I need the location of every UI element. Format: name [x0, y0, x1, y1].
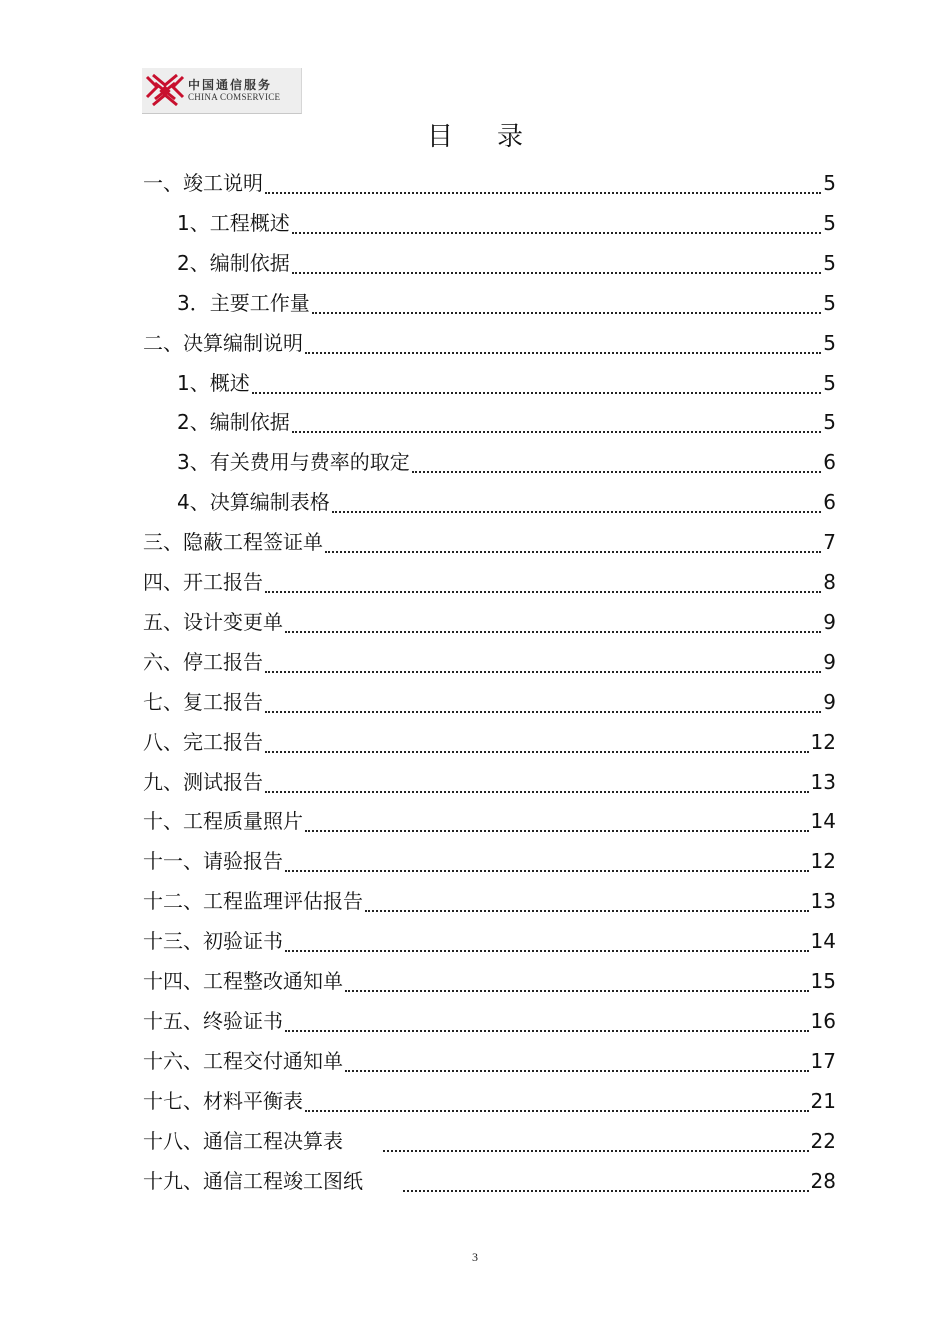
toc-entry-label: 1、工程概述	[177, 211, 290, 235]
toc-dot-leader	[365, 909, 809, 912]
toc-entry[interactable]	[143, 687, 836, 717]
toc-entry[interactable]	[177, 208, 836, 238]
toc-dot-leader	[292, 430, 822, 433]
toc-entry-page: 15	[810, 969, 836, 993]
toc-entry-page: 9	[823, 650, 836, 674]
toc-entry-page: 14	[810, 809, 836, 833]
toc-dot-leader	[292, 231, 822, 234]
toc-entry-label: 一、竣工说明	[143, 171, 263, 195]
toc-entry-label: 十三、初验证书	[143, 929, 283, 953]
toc-entry-label: 十九、通信工程竣工图纸	[143, 1169, 363, 1193]
toc-entry-page: 12	[810, 849, 836, 873]
title-char-1: 目	[426, 122, 453, 152]
toc-entry-page: 5	[823, 331, 836, 355]
toc-dot-leader	[332, 510, 822, 513]
toc-entry[interactable]	[143, 1166, 836, 1196]
toc-entry-label: 十七、材料平衡表	[143, 1089, 303, 1113]
toc-entry[interactable]	[177, 487, 836, 517]
toc-entry-label: 五、设计变更单	[143, 610, 283, 634]
toc-dot-leader	[305, 1109, 809, 1112]
toc-entry-label: 十一、请验报告	[143, 849, 283, 873]
title-char-2: 录	[497, 122, 524, 152]
toc-entry[interactable]	[143, 966, 836, 996]
toc-entry-label: 十二、工程监理评估报告	[143, 889, 363, 913]
toc-entry-page: 12	[810, 730, 836, 754]
toc-entry-page: 9	[823, 690, 836, 714]
toc-entry-label: 三、隐蔽工程签证单	[143, 530, 323, 554]
toc-entry[interactable]	[143, 1006, 836, 1036]
toc-dot-leader	[305, 351, 821, 354]
toc-entry-label: 十、工程质量照片	[143, 809, 303, 833]
toc-entry-label: 3、有关费用与费率的取定	[177, 450, 410, 474]
toc-entry-label: 六、停工报告	[143, 650, 263, 674]
toc-entry-page: 22	[810, 1129, 836, 1153]
toc-dot-leader	[265, 710, 821, 713]
toc-entry-label: 十八、通信工程决算表	[143, 1129, 343, 1153]
toc-entry-label: 十六、工程交付通知单	[143, 1049, 343, 1073]
toc-entry-page: 5	[823, 251, 836, 275]
toc-entry[interactable]	[143, 1126, 836, 1156]
toc-entry-label: 二、决算编制说明	[143, 331, 303, 355]
toc-entry-label: 4、决算编制表格	[177, 490, 330, 514]
toc-entry[interactable]	[143, 926, 836, 956]
toc-entry[interactable]	[143, 806, 836, 836]
toc-entry-page: 14	[810, 929, 836, 953]
toc-dot-leader	[292, 271, 822, 274]
page-number: 3	[472, 1250, 478, 1264]
toc-dot-leader	[285, 949, 809, 952]
toc-entry[interactable]	[143, 846, 836, 876]
toc-dot-leader	[345, 989, 809, 992]
toc-dot-leader	[265, 670, 821, 673]
toc-entry[interactable]	[143, 1046, 836, 1076]
toc-entry-label: 八、完工报告	[143, 730, 263, 754]
toc-entry-page: 28	[810, 1169, 836, 1193]
toc-entry-page: 5	[823, 371, 836, 395]
toc-dot-leader	[305, 829, 809, 832]
toc-dot-leader	[285, 1029, 809, 1032]
toc-entry[interactable]	[177, 407, 836, 437]
toc-entry[interactable]	[143, 1086, 836, 1116]
logo-english-text: CHINA COMSERVICE	[188, 92, 281, 102]
toc-dot-leader	[312, 311, 822, 314]
toc-entry[interactable]	[177, 447, 836, 477]
toc-dot-leader	[252, 391, 822, 394]
toc-entry[interactable]	[177, 288, 836, 318]
toc-entry-page: 16	[810, 1009, 836, 1033]
toc-dot-leader	[412, 470, 822, 473]
toc-entry-page: 8	[823, 570, 836, 594]
toc-entry-page: 5	[823, 291, 836, 315]
toc-entry-page: 5	[823, 410, 836, 434]
toc-entry-label: 十四、工程整改通知单	[143, 969, 343, 993]
toc-entry[interactable]	[177, 248, 836, 278]
toc-entry-page: 13	[810, 770, 836, 794]
toc-entry[interactable]	[143, 328, 836, 358]
toc-entry-label: 2、编制依据	[177, 410, 290, 434]
toc-entry-label: 四、开工报告	[143, 570, 263, 594]
toc-dot-leader	[325, 550, 821, 553]
toc-entry-page: 9	[823, 610, 836, 634]
toc-dot-leader	[345, 1069, 809, 1072]
toc-entry-page: 13	[810, 889, 836, 913]
toc-entry-label: 1、概述	[177, 371, 250, 395]
toc-entry-page: 6	[823, 490, 836, 514]
toc-entry[interactable]	[177, 368, 836, 398]
logo-chinese-text: 中国通信服务	[188, 78, 273, 92]
toc-dot-leader	[403, 1189, 809, 1192]
toc-entry-page: 21	[810, 1089, 836, 1113]
toc-entry-page: 6	[823, 450, 836, 474]
toc-entry[interactable]	[143, 647, 836, 677]
toc-entry[interactable]	[143, 607, 836, 637]
toc-dot-leader	[285, 869, 809, 872]
toc-dot-leader	[265, 191, 821, 194]
toc-entry-page: 5	[823, 171, 836, 195]
toc-entry-page: 7	[823, 530, 836, 554]
toc-entry-label: 3．主要工作量	[177, 291, 310, 315]
toc-dot-leader	[265, 790, 809, 793]
toc-dot-leader	[265, 590, 821, 593]
toc-entry-page: 17	[810, 1049, 836, 1073]
toc-entry-label: 十五、终验证书	[143, 1009, 283, 1033]
toc-dot-leader	[265, 750, 809, 753]
toc-entry[interactable]	[143, 168, 836, 198]
toc-entry-label: 2、编制依据	[177, 251, 290, 275]
toc-entry[interactable]	[143, 727, 836, 757]
toc-entry-label: 九、测试报告	[143, 770, 263, 794]
toc-entry[interactable]	[143, 767, 836, 797]
toc-dot-leader	[285, 630, 821, 633]
toc-dot-leader	[383, 1149, 809, 1152]
toc-entry-label: 七、复工报告	[143, 690, 263, 714]
toc-entry[interactable]	[143, 567, 836, 597]
toc-entry-page: 5	[823, 211, 836, 235]
toc-entry[interactable]	[143, 527, 836, 557]
toc-entry[interactable]	[143, 886, 836, 916]
